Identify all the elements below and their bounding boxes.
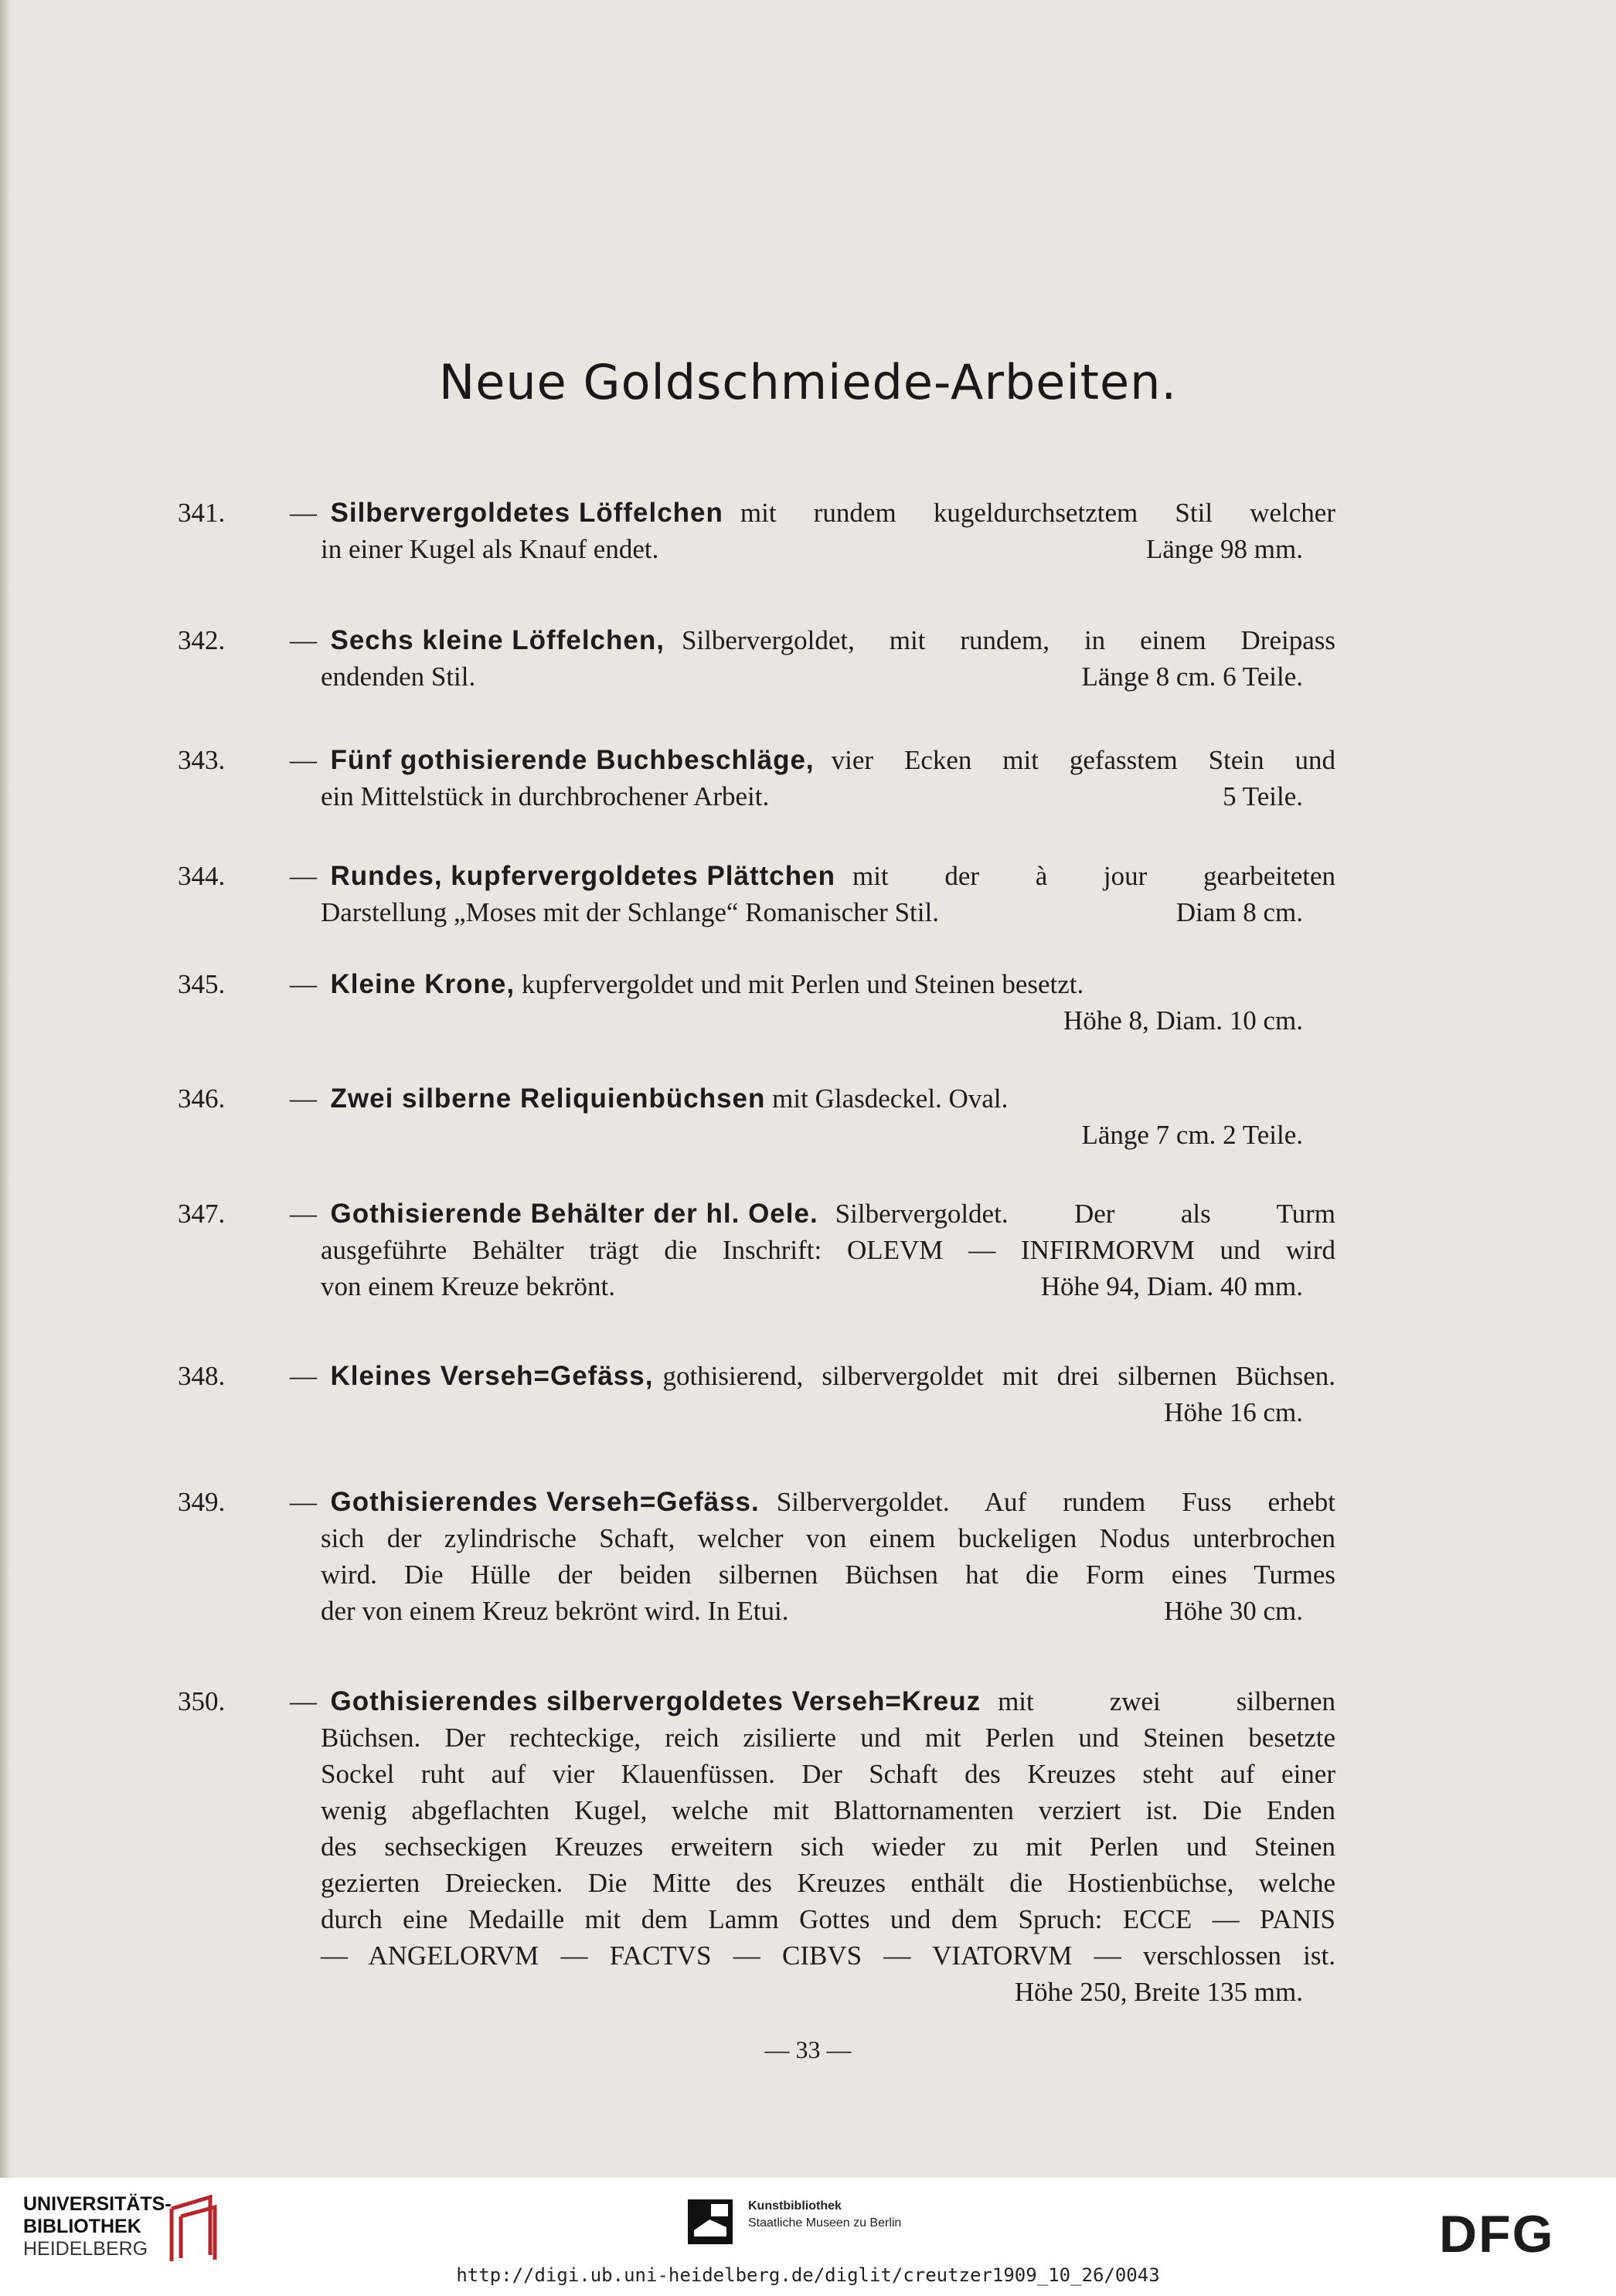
entry-number: 350. xyxy=(178,1686,226,1716)
entry-description: mit rundem kugeldurchsetztem Stil welcher xyxy=(740,498,1335,528)
entry-dash: — xyxy=(290,1487,317,1517)
entry-name: Kleine Krone, xyxy=(330,969,515,999)
kunstbibliothek-logo-icon[interactable] xyxy=(688,2199,733,2244)
entry-description: kupfervergoldet und mit Perlen und Steinen besetzt. xyxy=(521,969,1084,999)
entry-description: Silbervergoldet, mit rundem, in einem Dreipass xyxy=(681,625,1335,655)
entry-name: Zwei silberne Reliquienbüchsen xyxy=(330,1083,766,1114)
entry-dimensions: Höhe 8, Diam. 10 cm. xyxy=(1063,1005,1303,1036)
catalog-entry-350 xyxy=(178,1683,1335,2010)
entry-number: 348. xyxy=(178,1361,226,1391)
entry-number: 349. xyxy=(178,1487,226,1517)
entry-dimensions: Länge 8 cm. 6 Teile. xyxy=(1081,662,1303,692)
entry-description-line: durch eine Medaille mit dem Lamm Gottes und dem Spruch: ECCE — PANIS xyxy=(321,1904,1335,1934)
entry-name: Silbervergoldetes Löffelchen xyxy=(330,498,723,528)
entry-dimensions: Länge 7 cm. 2 Teile. xyxy=(1081,1120,1303,1150)
catalog-entry-347 xyxy=(178,1196,1335,1304)
entry-description: vier Ecken mit gefasstem Stein und xyxy=(831,745,1335,775)
entry-dash: — xyxy=(290,625,317,655)
entry-dimensions: Höhe 250, Breite 135 mm. xyxy=(1014,1977,1303,2007)
entry-description-line: des sechseckigen Kreuzes erweitern sich wieder zu mit Perlen und Steinen xyxy=(321,1832,1335,1862)
kb-line2: Staatliche Museen zu Berlin xyxy=(748,2216,902,2230)
entry-dash: — xyxy=(290,745,317,775)
entry-description-line: Darstellung „Moses mit der Schlange“ Romanischer Stil. xyxy=(321,897,939,927)
entry-dash: — xyxy=(290,498,317,528)
entry-description: mit der à jour gearbeiteten xyxy=(852,861,1335,891)
entry-dash: — xyxy=(290,1083,317,1114)
entry-dash: — xyxy=(290,861,317,891)
entry-dash: — xyxy=(290,1686,317,1716)
catalog-entry-343 xyxy=(178,742,1335,815)
entry-name: Sechs kleine Löffelchen, xyxy=(330,625,665,655)
catalog-entry-344 xyxy=(178,858,1335,930)
kb-line1: Kunstbibliothek xyxy=(748,2199,842,2213)
entry-description-line: gezierten Dreiecken. Die Mitte des Kreuzes enthält die Hostienbüchse, welche xyxy=(321,1868,1335,1898)
dfg-logo[interactable]: DFG xyxy=(1439,2205,1555,2264)
entry-description: mit zwei silbernen xyxy=(998,1686,1335,1716)
entry-name: Gothisierendes silbervergoldetes Verseh=Kreuz xyxy=(330,1686,982,1716)
entry-dash: — xyxy=(290,1361,317,1391)
entry-description: Silbervergoldet. Der als Turm xyxy=(835,1199,1335,1229)
catalog-entry-342 xyxy=(178,622,1335,695)
entry-description-line: wenig abgeflachten Kugel, welche mit Blattornamenten verziert ist. Die Enden xyxy=(321,1795,1335,1825)
entry-dimensions: Länge 98 mm. xyxy=(1145,534,1303,564)
catalog-entry-346 xyxy=(178,1080,1335,1153)
entry-dash: — xyxy=(290,1199,317,1229)
entry-dash: — xyxy=(290,969,317,999)
entry-dimensions: Diam 8 cm. xyxy=(1175,897,1303,927)
kunstbibliothek-text[interactable] xyxy=(748,2198,901,2232)
source-url[interactable]: http://digi.ub.uni-heidelberg.de/diglit/creutzer1909_10_26/0043 xyxy=(456,2264,1160,2286)
entry-description-line: — ANGELORVM — FACTVS — CIBVS — VIATORVM — verschlossen ist. xyxy=(321,1941,1335,1971)
ub-logo-line1: UNIVERSITÄTS- xyxy=(23,2193,172,2215)
entry-name: Gothisierende Behälter der hl. Oele. xyxy=(330,1199,818,1229)
entry-description-line: von einem Kreuze bekrönt. xyxy=(321,1271,615,1301)
ub-heidelberg-mark-icon[interactable] xyxy=(164,2193,226,2263)
entry-description-line: wird. Die Hülle der beiden silbernen Büchsen hat die Form eines Turmes xyxy=(321,1560,1335,1590)
page-title: Neue Goldschmiede-Arbeiten. xyxy=(438,354,1178,410)
entry-description: mit Glasdeckel. Oval. xyxy=(772,1083,1009,1114)
entry-dimensions: Höhe 94, Diam. 40 mm. xyxy=(1040,1271,1303,1301)
entry-dimensions: Höhe 30 cm. xyxy=(1164,1596,1303,1626)
catalog-entry-348 xyxy=(178,1358,1335,1430)
page-edge-shadow xyxy=(0,0,11,2178)
entry-description-line: Büchsen. Der rechteckige, reich zisilierte und mit Perlen und Steinen besetzte xyxy=(321,1723,1335,1753)
entry-description-line: ausgeführte Behälter trägt die Inschrift: OLEVM — INFIRMORVM und wird xyxy=(321,1235,1335,1265)
entry-number: 343. xyxy=(178,745,226,775)
entry-name: Fünf gothisierende Buchbeschläge, xyxy=(330,745,815,775)
entry-dimensions: Höhe 16 cm. xyxy=(1164,1397,1303,1427)
entry-name: Gothisierendes Verseh=Gefäss. xyxy=(330,1487,760,1517)
catalog-entry-345 xyxy=(178,966,1335,1039)
ub-logo-line3: HEIDELBERG xyxy=(23,2238,148,2260)
entry-name: Rundes, kupfervergoldetes Plättchen xyxy=(330,861,835,891)
entry-description-line: ein Mittelstück in durchbrochener Arbeit. xyxy=(321,781,770,811)
page-number: — 33 — xyxy=(764,2036,852,2063)
entry-number: 346. xyxy=(178,1083,226,1114)
entry-number: 341. xyxy=(178,498,226,528)
entry-name: Kleines Verseh=Gefäss, xyxy=(330,1361,654,1391)
entry-description: gothisierend, silbervergoldet mit drei silbernen Büchsen. xyxy=(662,1361,1335,1391)
entry-number: 344. xyxy=(178,861,226,891)
entry-description: Silbervergoldet. Auf rundem Fuss erhebt xyxy=(776,1487,1335,1517)
entry-number: 345. xyxy=(178,969,226,999)
ub-logo-line2: BIBLIOTHEK xyxy=(23,2216,141,2237)
catalog-entry-341 xyxy=(178,495,1335,567)
entry-number: 347. xyxy=(178,1199,226,1229)
catalog-entry-349 xyxy=(178,1484,1335,1629)
ub-heidelberg-logo-text[interactable] xyxy=(23,2193,172,2260)
entry-description-line: endenden Stil. xyxy=(321,662,476,692)
entry-description-line: Sockel ruht auf vier Klauenfüssen. Der Schaft des Kreuzes steht auf einer xyxy=(321,1759,1335,1789)
entry-dimensions: 5 Teile. xyxy=(1223,781,1303,811)
entry-number: 342. xyxy=(178,625,226,655)
entry-description-line: der von einem Kreuz bekrönt wird. In Etui. xyxy=(321,1596,789,1626)
entry-description-line: in einer Kugel als Knauf endet. xyxy=(321,534,659,564)
entry-description-line: sich der zylindrische Schaft, welcher von einem buckeligen Nodus unterbrochen xyxy=(321,1523,1335,1553)
